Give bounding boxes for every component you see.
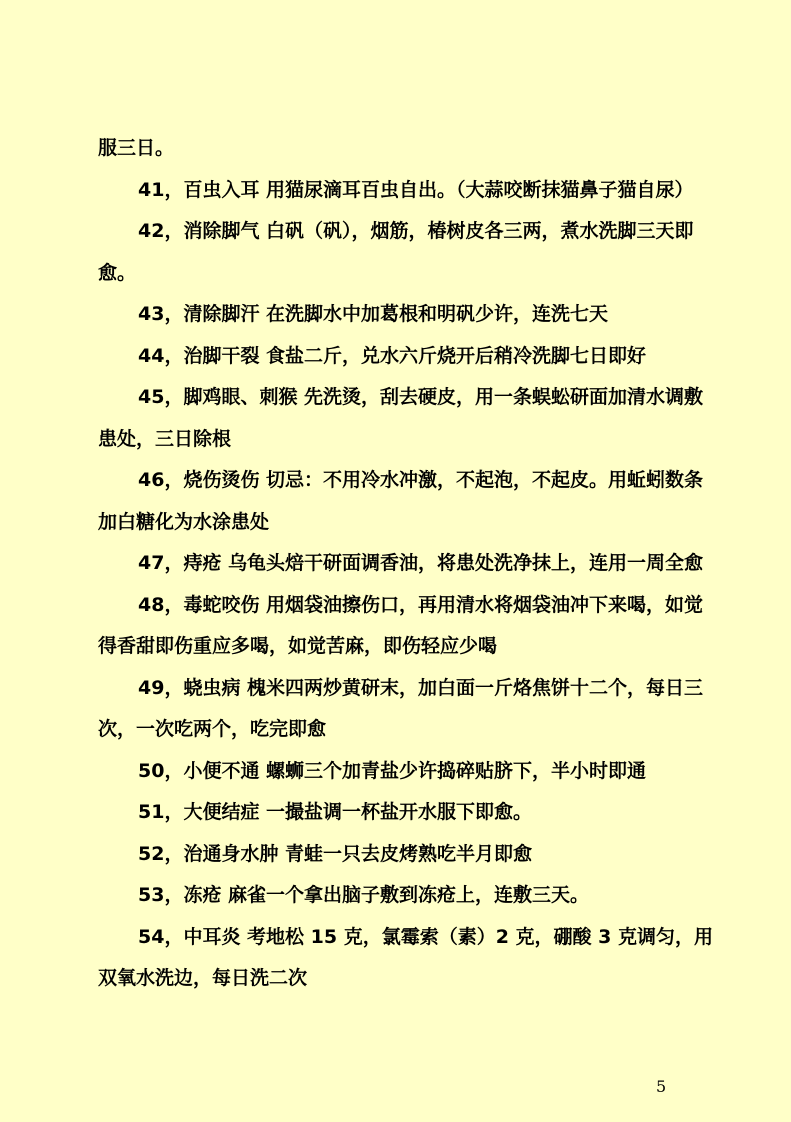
- text-line: 45，脚鸡眼、刺猴 先洗烫，刮去硬皮，用一条蜈蚣研面加清水调敷: [138, 386, 704, 408]
- text-line: 50，小便不通 螺蛳三个加青盐少许捣碎贴脐下，半小时即通: [138, 759, 647, 782]
- text-line: 44，治脚干裂 食盐二斤，兑水六斤烧开后稍冷洗脚七日即好: [138, 344, 647, 367]
- text-line: 患处，三日除根: [98, 427, 232, 450]
- document-body: [98, 128, 724, 1000]
- text-line: 41，百虫入耳 用猫尿滴耳百虫自出。（大蒜咬断抹猫鼻子猫自尿）: [138, 178, 694, 201]
- text-line: 48，毒蛇咬伤 用烟袋油擦伤口，再用清水将烟袋油冲下来喝，如觉: [138, 593, 704, 616]
- text-line: 次，一次吃两个，吃完即愈: [98, 718, 327, 740]
- text-line: 54，中耳炎 考地松 15 克，氯霉索（素）2 克，硼酸 3 克调匀，用: [138, 925, 714, 948]
- text-line: 愈。: [98, 261, 137, 284]
- text-line: 51，大便结症 一撮盐调一杯盐开水服下即愈。: [138, 801, 533, 823]
- text-line: 42，消除脚气 白矾（矾），烟筋，椿树皮各三两，煮水洗脚三天即: [138, 220, 694, 242]
- text-line: 服三日。: [98, 137, 175, 159]
- text-line: 43，清除脚汗 在洗脚水中加葛根和明矾少许，连洗七天: [138, 303, 609, 325]
- text-line: 加白糖化为水涂患处: [98, 510, 270, 533]
- text-line: 双氧水洗边，每日洗二次: [98, 967, 308, 989]
- page-number: 5: [656, 1077, 667, 1096]
- text-line: 52，治通身水肿 青蛙一只去皮烤熟吃半月即愈: [138, 842, 533, 865]
- text-line: 53，冻疮 麻雀一个拿出脑子敷到冻疮上，连敷三天。: [138, 884, 590, 906]
- text-line: 得香甜即伤重应多喝，如觉苦麻，即伤轻应少喝: [98, 635, 498, 657]
- text-line: 49，蛲虫病 槐米四两炒黄研末，加白面一斤烙焦饼十二个，每日三: [138, 676, 704, 699]
- text-line: 46，烧伤烫伤 切忌：不用冷水冲激，不起泡，不起皮。用蚯蚓数条: [138, 469, 704, 491]
- text-line: 47，痔疮 乌龟头焙干研面调香油，将患处洗净抹上，连用一周全愈: [138, 552, 704, 574]
